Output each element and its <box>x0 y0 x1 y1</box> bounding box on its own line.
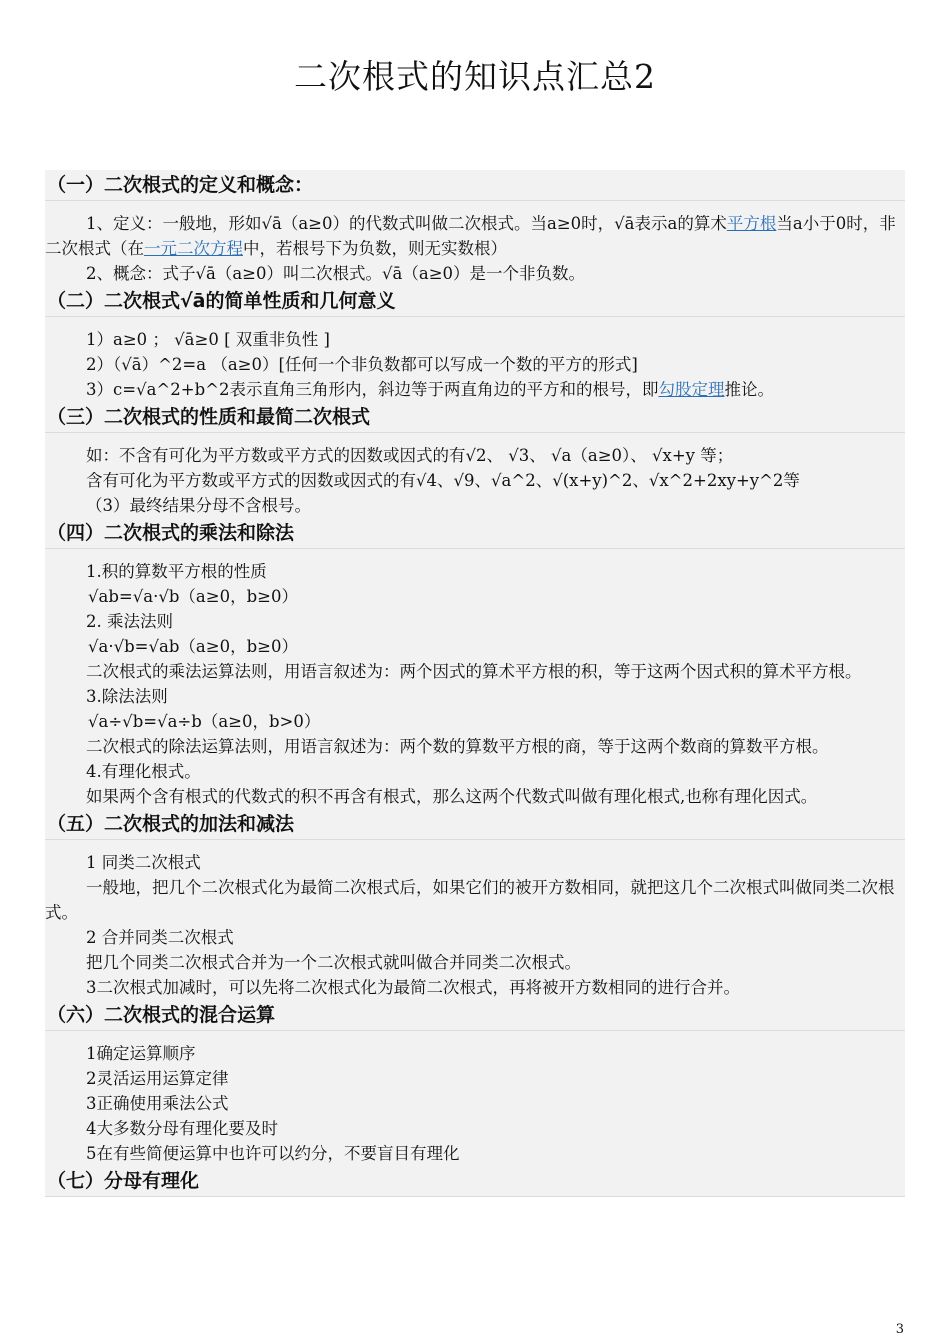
paragraph: 一般地，把几个二次根式化为最简二次根式后，如果它们的被开方数相同，就把这几个二次根式叫做同类二次根式。 <box>45 878 895 922</box>
section-simplest-form <box>45 402 905 518</box>
paragraph: 如：不含有可化为平方数或平方式的因数或因式的有√2、 √3、 √a（a≥0）、 √x+y 等； <box>86 446 734 465</box>
section-body <box>45 317 905 402</box>
section-mixed-operations <box>45 1000 905 1166</box>
section-body <box>45 549 905 809</box>
section-multiplication-division <box>45 518 905 809</box>
formula: √a÷√b=√a÷b（a≥0，b>0） <box>88 712 321 731</box>
paragraph <box>45 377 905 402</box>
list-item: 2灵活运用运算定律 <box>86 1069 229 1088</box>
section-heading: （二）二次根式√ā的简单性质和几何意义 <box>45 286 905 317</box>
text-span: 1、定义：一般地，形如√ā（a≥0）的代数式叫做二次根式。当a≥0时，√ā表示a的算术 <box>86 214 727 233</box>
paragraph: 3.除法法则 <box>86 687 168 706</box>
list-item: 4大多数分母有理化要及时 <box>86 1119 278 1138</box>
link-square-root[interactable]: 平方根 <box>726 214 777 233</box>
paragraph: 二次根式的除法运算法则，用语言叙述为：两个数的算数平方根的商，等于这两个数商的算数平方根。 <box>86 737 829 756</box>
text-span: 当a小于0时，非二次根式（在 <box>45 214 896 258</box>
section-rationalize-denominator <box>45 1166 905 1197</box>
paragraph: 4.有理化根式。 <box>86 762 201 781</box>
paragraph: 二次根式的乘法运算法则，用语言叙述为：两个因式的算术平方根的积，等于这两个因式积的算术平方根。 <box>86 662 862 681</box>
list-item: 5在有些简便运算中也许可以约分，不要盲目有理化 <box>86 1144 460 1163</box>
document-title: 二次根式的知识点汇总2 <box>294 57 656 96</box>
section-body <box>45 201 905 286</box>
text-span: 中，若根号下为负数，则无实数根） <box>243 239 507 258</box>
section-heading: （六）二次根式的混合运算 <box>45 1000 905 1031</box>
paragraph: 1 同类二次根式 <box>86 853 201 872</box>
paragraph: 1.积的算数平方根的性质 <box>86 562 267 581</box>
document-body <box>45 170 905 1197</box>
paragraph: 把几个同类二次根式合并为一个二次根式就叫做合并同类二次根式。 <box>86 953 581 972</box>
formula: √a·√b=√ab（a≥0，b≥0） <box>88 637 298 656</box>
paragraph: 含有可化为平方数或平方式的因数或因式的有√4、√9、√a^2、√(x+y)^2、√x^2+2xy+y^2等 <box>86 471 800 490</box>
link-pythagorean-theorem[interactable]: 勾股定理 <box>658 380 725 399</box>
section-heading: （五）二次根式的加法和减法 <box>45 809 905 840</box>
paragraph: 如果两个含有根式的代数式的积不再含有根式，那么这两个代数式叫做有理化根式,也称有理化因式。 <box>86 787 818 806</box>
list-item: 1确定运算顺序 <box>86 1044 196 1063</box>
section-addition-subtraction <box>45 809 905 1000</box>
section-body <box>45 840 905 1000</box>
paragraph: 2. 乘法法则 <box>86 612 173 631</box>
section-heading: （一）二次根式的定义和概念： <box>45 170 905 201</box>
section-body <box>45 1031 905 1166</box>
paragraph: 2 合并同类二次根式 <box>86 928 234 947</box>
page-number: 3 <box>895 1322 904 1337</box>
section-heading: （三）二次根式的性质和最简二次根式 <box>45 402 905 433</box>
formula: √ab=√a·√b（a≥0，b≥0） <box>88 587 298 606</box>
paragraph: 3二次根式加减时，可以先将二次根式化为最简二次根式，再将被开方数相同的进行合并。 <box>86 978 740 997</box>
section-heading: （四）二次根式的乘法和除法 <box>45 518 905 549</box>
paragraph: 1）a≥0 ； √ā≥0 [ 双重非负性 ] <box>86 330 330 349</box>
list-item: 3正确使用乘法公式 <box>86 1094 229 1113</box>
section-heading: （七）分母有理化 <box>45 1166 905 1197</box>
paragraph: 2）（√ā）^2=a （a≥0）[任何一个非负数都可以写成一个数的平方的形式] <box>86 355 638 374</box>
paragraph: 2、概念：式子√ā（a≥0）叫二次根式。√ā（a≥0）是一个非负数。 <box>86 264 586 283</box>
link-quadratic-equation[interactable]: 一元二次方程 <box>144 239 243 258</box>
text-span: 推论。 <box>724 380 774 399</box>
paragraph <box>45 211 905 261</box>
section-definition <box>45 170 905 286</box>
text-span: 3）c=√a^2+b^2表示直角三角形内，斜边等于两直角边的平方和的根号，即 <box>86 380 659 399</box>
section-body <box>45 433 905 518</box>
section-properties-geometry <box>45 286 905 402</box>
paragraph: （3）最终结果分母不含根号。 <box>86 496 311 515</box>
